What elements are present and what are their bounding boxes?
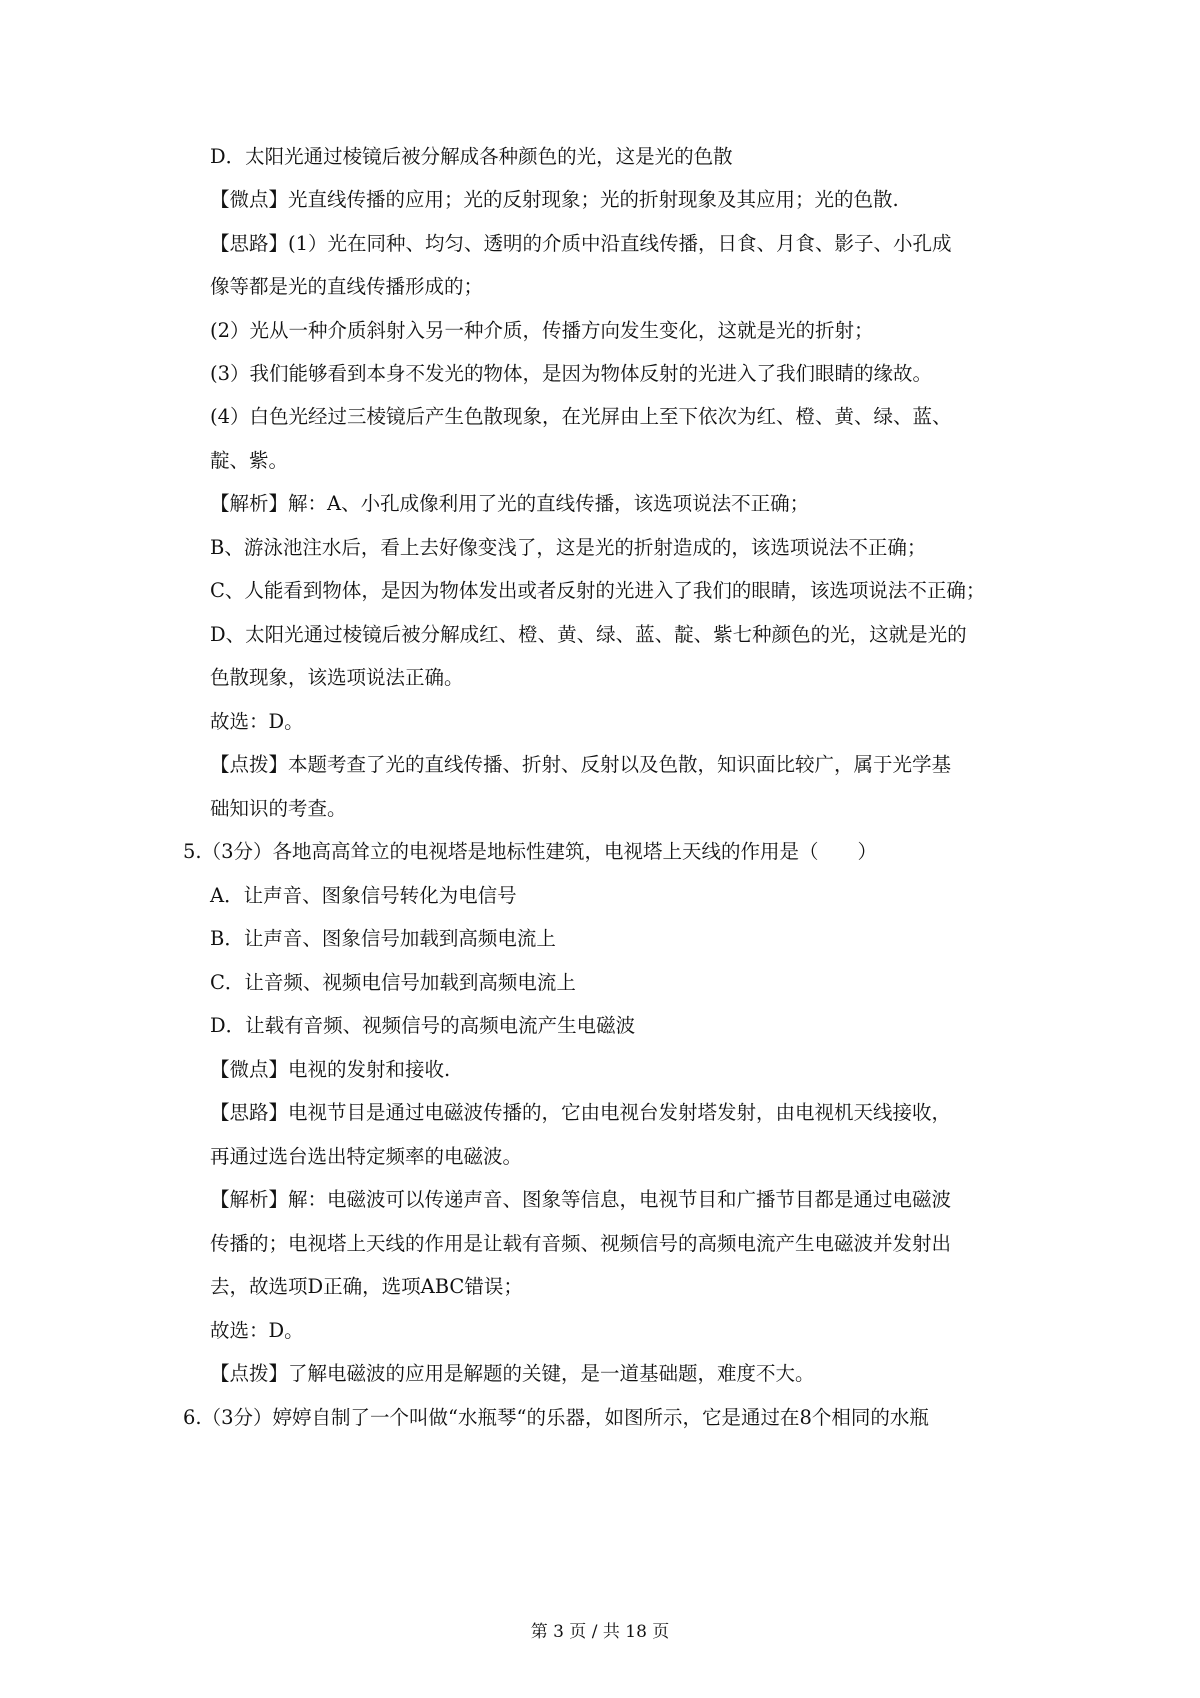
page-footer: 第 3 页 / 共 18 页 — [530, 1622, 670, 1642]
option-d: D．让载有音频、视频信号的高频电流产生电磁波 — [210, 1014, 636, 1037]
text-line: B、游泳池注水后，看上去好像变浅了，这是光的折射造成的，该选项说法不正确； — [210, 536, 927, 559]
text-line: 【思路】(1）光在同种、均匀、透明的介质中沿直线传播，日食、月食、影子、小孔成 — [210, 232, 952, 255]
text-line: 色散现象，该选项说法正确。 — [210, 666, 464, 689]
text-line: 础知识的考查。 — [210, 797, 347, 820]
text-line: 故选：D。 — [210, 710, 304, 733]
question-5: 5.（3分）各地高高耸立的电视塔是地标性建筑，电视塔上天线的作用是（ ） — [183, 840, 878, 863]
text-line: (3）我们能够看到本身不发光的物体，是因为物体反射的光进入了我们眼睛的缘故。 — [210, 362, 933, 385]
text-line: 【点拨】本题考查了光的直线传播、折射、反射以及色散，知识面比较广，属于光学基 — [210, 753, 952, 776]
text-line: 【解析】解：电磁波可以传递声音、图象等信息，电视节目和广播节目都是通过电磁波 — [210, 1188, 952, 1211]
text-line: 传播的；电视塔上天线的作用是让载有音频、视频信号的高频电流产生电磁波并发射出 — [210, 1232, 952, 1255]
text-line: 【微点】光直线传播的应用；光的反射现象；光的折射现象及其应用；光的色散. — [210, 188, 899, 211]
text-line: 【解析】解：A、小孔成像利用了光的直线传播，该选项说法不正确； — [210, 492, 810, 515]
text-line: D．太阳光通过棱镜后被分解成各种颜色的光，这是光的色散 — [210, 145, 733, 168]
text-line: 像等都是光的直线传播形成的； — [210, 275, 484, 298]
option-b: B．让声音、图象信号加载到高频电流上 — [210, 927, 556, 950]
text-line: 【点拨】了解电磁波的应用是解题的关键，是一道基础题，难度不大。 — [210, 1362, 815, 1385]
text-line: 【思路】电视节目是通过电磁波传播的，它由电视台发射塔发射，由电视机天线接收， — [210, 1101, 952, 1124]
option-c: C．让音频、视频电信号加载到高频电流上 — [210, 971, 576, 994]
question-6: 6.（3分）婷婷自制了一个叫做“水瓶琴“的乐器，如图所示，它是通过在8个相同的水瓶 — [183, 1406, 929, 1429]
text-line: 靛、紫。 — [210, 449, 289, 472]
option-a: A．让声音、图象信号转化为电信号 — [210, 884, 517, 907]
text-line: (4）白色光经过三棱镜后产生色散现象，在光屏由上至下依次为红、橙、黄、绿、蓝、 — [210, 405, 952, 428]
text-line: 故选：D。 — [210, 1319, 304, 1342]
text-line: D、太阳光通过棱镜后被分解成红、橙、黄、绿、蓝、靛、紫七种颜色的光，这就是光的 — [210, 623, 967, 646]
text-line: (2）光从一种介质斜射入另一种介质，传播方向发生变化，这就是光的折射； — [210, 319, 874, 342]
text-line: 【微点】电视的发射和接收. — [210, 1058, 451, 1081]
text-line: 再通过选台选出特定频率的电磁波。 — [210, 1145, 523, 1168]
text-line: C、人能看到物体，是因为物体发出或者反射的光进入了我们的眼睛，该选项说法不正确； — [210, 579, 986, 602]
text-line: 去，故选项D正确，选项ABC错误； — [210, 1275, 523, 1298]
